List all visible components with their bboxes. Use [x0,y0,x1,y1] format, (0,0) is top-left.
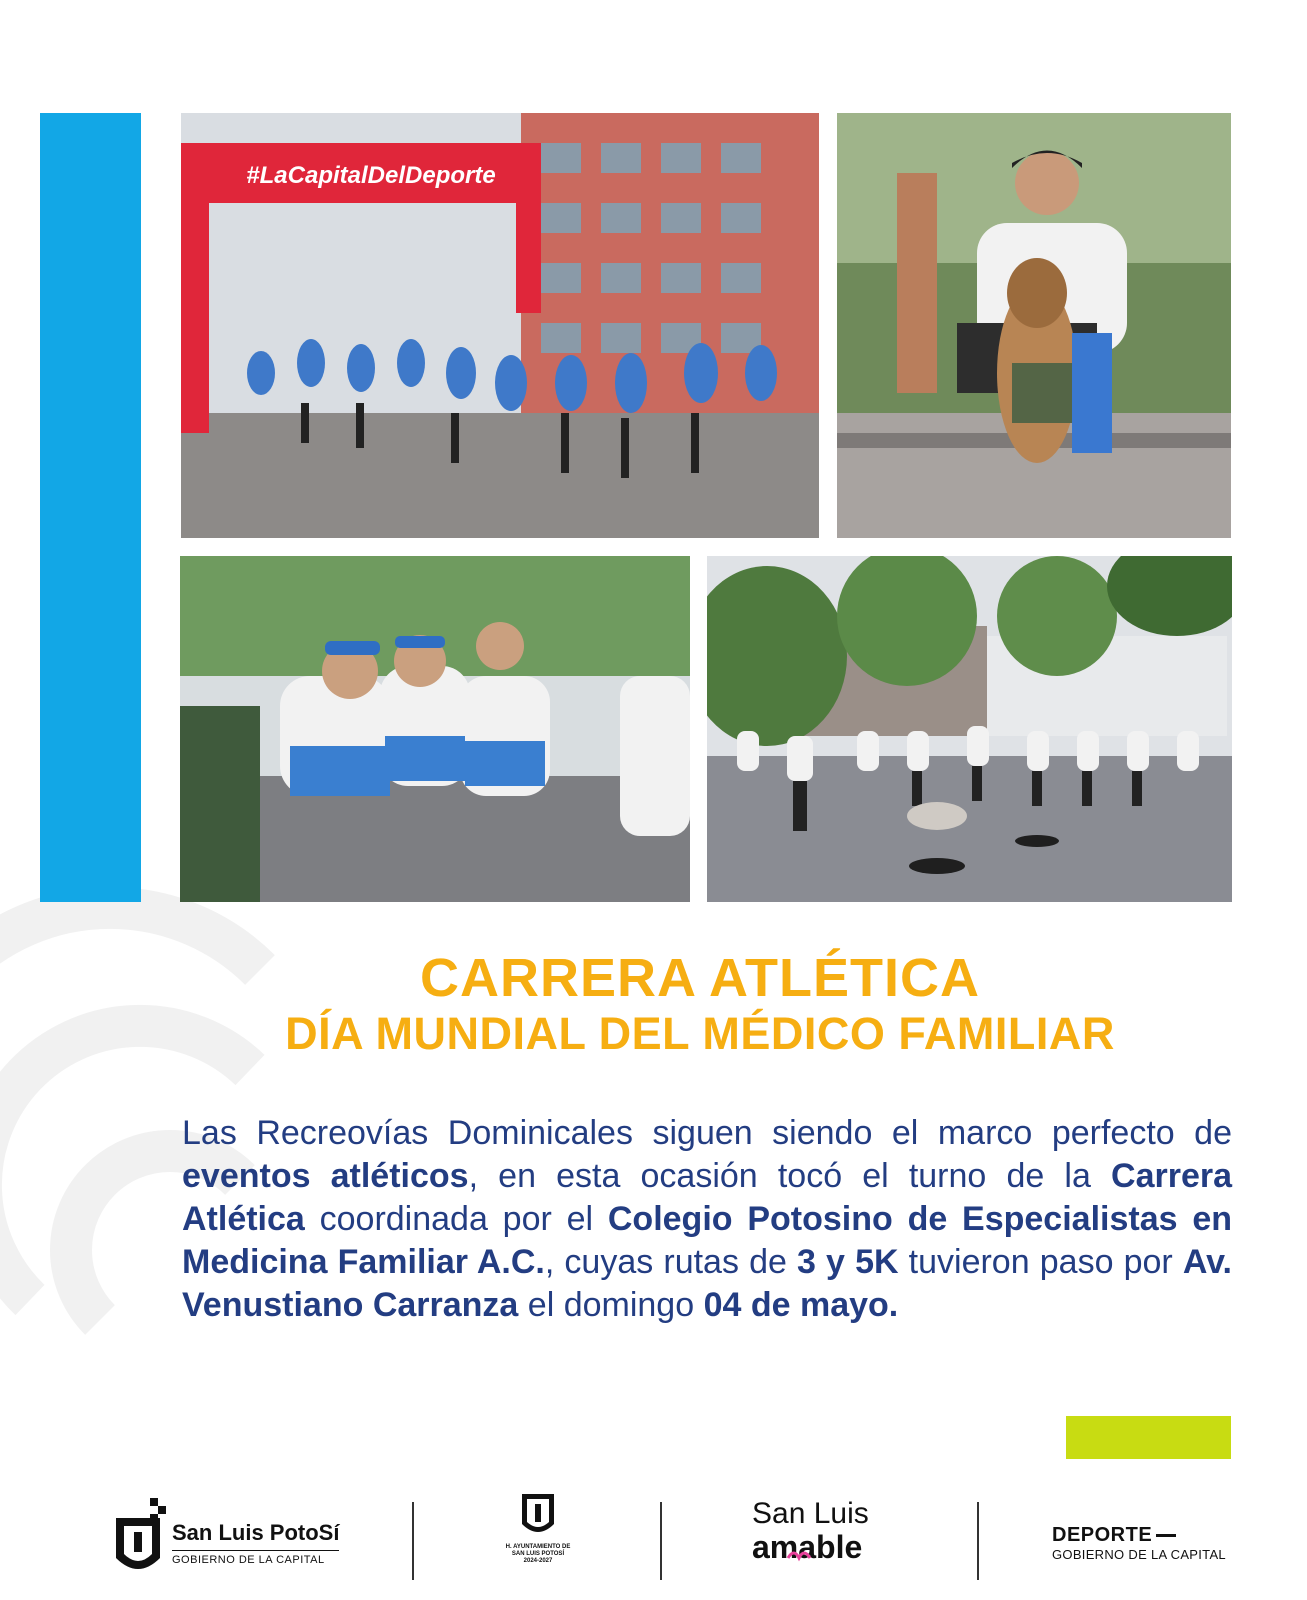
body-highlight: eventos atléticos [182,1157,469,1195]
body-text: tuvieron paso por [898,1243,1183,1281]
runners-crowd-photo [180,556,690,902]
divider [977,1502,979,1580]
divider [660,1502,662,1580]
slp-subtitle: GOBIERNO DE LA CAPITAL [172,1550,339,1566]
body-highlight: 3 y 5K [797,1243,899,1281]
accent-bar [40,113,141,902]
deporte-logo [1052,1524,1252,1574]
amable-bottom: amable [752,1529,863,1565]
body-paragraph [182,1112,1232,1327]
ayuntamiento-logo [488,1490,588,1590]
title-line-1: CARRERA ATLÉTICA [420,948,980,1008]
runners-avenue-photo [707,556,1232,902]
body-highlight: Colegio Potosino de Especialistas en Medicina Familiar A.C. [182,1200,1232,1281]
title-line-2: DÍA MUNDIAL DEL MÉDICO FAMILIAR [285,1008,1115,1059]
san-luis-amable-logo [752,1498,922,1578]
deporte-underline [1156,1534,1176,1537]
body-text: Las Recreovías Dominicales siguen siendo el marco perfecto de [182,1114,1232,1152]
body-text: , en esta ocasión tocó el turno de la [468,1157,1112,1195]
body-text: coordinada por el [304,1200,608,1238]
footer-logos [0,1480,1307,1590]
ayto-line-1: H. AYUNTAMIENTO DE [505,1544,571,1550]
divider [412,1502,414,1580]
shield-icon [112,1498,172,1578]
ayto-line-2: SAN LUIS POTOSÍ [511,1551,565,1557]
deporte-name [1052,1524,1252,1547]
body-highlight: 04 de mayo. [703,1286,899,1324]
deporte-label: DEPORTE [1052,1524,1153,1546]
deporte-subtitle: GOBIERNO DE LA CAPITAL [1052,1547,1226,1562]
body-text: , cuyas rutas de [544,1243,798,1281]
arch-text: #LaCapitalDelDeporte [246,162,496,189]
accent-block [1066,1416,1231,1459]
slp-logo [112,1498,402,1578]
body-text: el domingo [518,1286,704,1324]
body-highlight: Av. Venustiano Carranza [182,1243,1232,1324]
amable-top: San Luis [752,1497,869,1530]
coat-of-arms-icon [518,1490,558,1540]
heart-swirl-icon [786,1550,812,1566]
race-start-arch-photo [181,113,819,538]
body-highlight: Carrera Atlética [182,1157,1232,1238]
runner-with-dog-photo [837,113,1231,538]
slp-name: San Luis PotoSí [172,1520,340,1545]
ayto-line-3: 2024-2027 [523,1558,553,1564]
headline [150,948,1250,1060]
